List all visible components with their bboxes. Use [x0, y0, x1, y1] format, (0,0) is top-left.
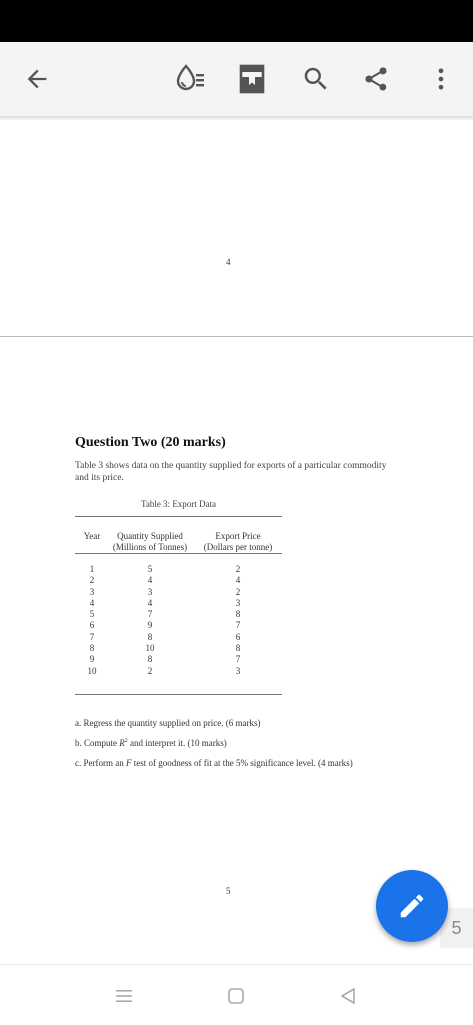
page-indicator: 5	[440, 908, 473, 948]
home-button[interactable]	[221, 981, 251, 1011]
table-cell: 5	[89, 609, 95, 620]
table-cell: 8	[147, 631, 153, 642]
table-cell: 9	[147, 620, 153, 631]
table-caption: Table 3: Export Data	[140, 499, 217, 509]
table-cell: 3	[147, 586, 153, 597]
edit-fab-button[interactable]	[376, 870, 448, 942]
menu-lines-icon	[115, 987, 133, 1005]
share-icon	[362, 65, 390, 93]
table-cell: 5	[147, 564, 153, 574]
table-cell: 3	[235, 597, 241, 608]
table-cell: 8	[147, 654, 153, 665]
table-cell: 2	[235, 586, 241, 597]
recent-apps-button[interactable]	[109, 981, 139, 1011]
page-separator	[0, 336, 473, 337]
header-quantity: Quantity Supplied	[117, 531, 183, 541]
table-cell: 6	[89, 620, 95, 631]
table-cell: 3	[235, 665, 241, 676]
table-header	[75, 517, 282, 553]
table-cell: 1	[89, 564, 95, 574]
more-options-button[interactable]	[418, 56, 464, 102]
table-cell: 10	[87, 665, 97, 676]
table-cell: 7	[235, 620, 241, 631]
arrow-left-icon	[23, 65, 51, 93]
pdf-toolbar	[0, 42, 473, 116]
question-parts	[75, 718, 353, 778]
page-number-prev: 4	[226, 257, 231, 267]
system-back-button[interactable]	[333, 981, 363, 1011]
pencil-icon	[397, 891, 427, 921]
year-column	[79, 564, 105, 677]
bookmark-icon	[239, 64, 265, 94]
table-cell: 8	[235, 609, 241, 620]
more-vert-icon	[427, 65, 455, 93]
intro-paragraph: Table 3 shows data on the quantity supplied for exports of a particular commodity and its price.	[75, 461, 387, 483]
table-cell: 4	[147, 597, 153, 608]
search-button[interactable]	[293, 56, 339, 102]
table-cell: 7	[147, 609, 153, 620]
back-triangle-icon	[339, 987, 357, 1005]
table-cell: 7	[89, 631, 95, 642]
table-cell: 4	[235, 575, 241, 586]
question-title: Question Two (20 marks)	[75, 435, 226, 450]
reading-mode-button[interactable]	[167, 56, 213, 102]
table-cell: 2	[89, 575, 95, 586]
system-nav-bar	[0, 964, 473, 1025]
table-cell: 3	[89, 586, 95, 597]
table-cell: 2	[147, 665, 153, 676]
table-cell: 2	[235, 564, 241, 574]
share-button[interactable]	[353, 56, 399, 102]
table-cell: 4	[147, 575, 153, 586]
header-price-unit: (Dollars per tonne)	[203, 542, 273, 552]
back-button[interactable]	[14, 56, 60, 102]
search-icon	[301, 64, 331, 94]
table-bottom-rule	[75, 694, 282, 695]
bookmark-button[interactable]	[229, 56, 275, 102]
table-cell: 9	[89, 654, 95, 665]
home-square-icon	[227, 987, 245, 1005]
table-cell: 4	[89, 597, 95, 608]
status-bar	[0, 0, 473, 42]
table-cell: 7	[235, 654, 241, 665]
export-data-table	[75, 516, 282, 695]
quantity-column	[105, 564, 195, 677]
header-quantity-unit: (Millions of Tonnes)	[112, 542, 188, 552]
drop-list-icon	[173, 62, 207, 96]
page-number: 5	[226, 886, 231, 896]
price-column	[197, 564, 279, 677]
header-year: Year	[83, 531, 101, 541]
table-body	[75, 554, 282, 694]
table-cell: 8	[235, 643, 241, 654]
table-cell: 8	[89, 643, 95, 654]
table-cell: 6	[235, 631, 241, 642]
header-price: Export Price	[215, 531, 261, 541]
part-b: b. Compute $R^2$ and interpret it. (10 marks)	[75, 738, 227, 748]
table-cell: 10	[145, 643, 155, 654]
part-a: a. Regress the quantity supplied on price. (6 marks)	[75, 718, 261, 728]
part-c: c. Perform an F test of goodness of fit at the 5% significance level. (4 marks)	[75, 758, 353, 768]
